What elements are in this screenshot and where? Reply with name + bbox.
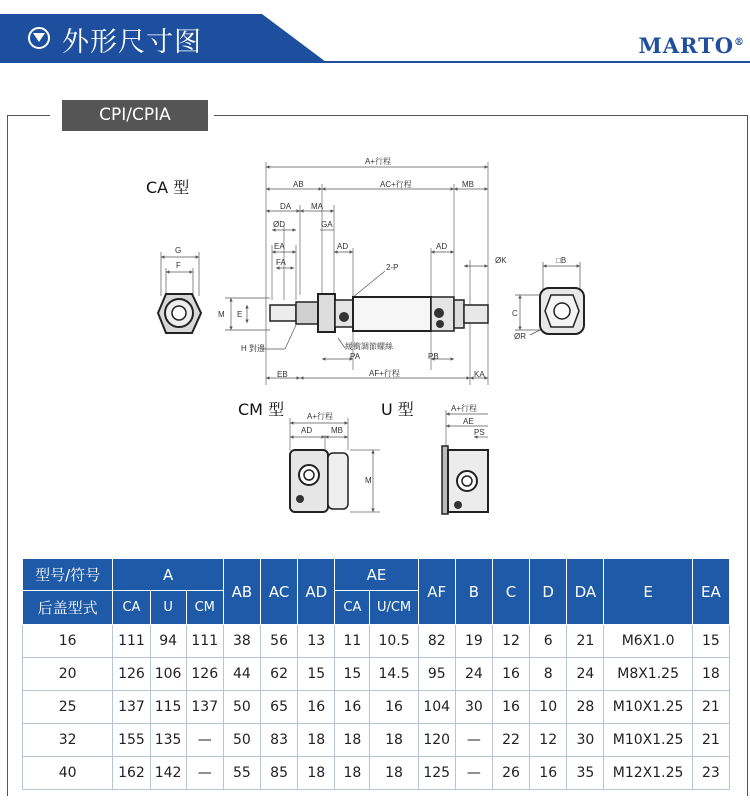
dim-cm-ad: AD [301, 426, 313, 435]
table-cell: 32 [23, 724, 113, 757]
table-cell: 50 [223, 724, 260, 757]
table-cell: 21 [692, 724, 729, 757]
dim-pb: PB [428, 352, 439, 361]
table-cell: 18 [335, 724, 370, 757]
table-cell: 15 [298, 658, 335, 691]
table-cell: 12 [492, 625, 529, 658]
header-d: D [530, 559, 567, 625]
table-cell: 135 [150, 724, 186, 757]
dim-cm-m: M [365, 476, 372, 485]
table-cell: 12 [530, 724, 567, 757]
header-a-ca: CA [113, 591, 150, 625]
table-cell: 120 [418, 724, 455, 757]
table-cell: 94 [150, 625, 186, 658]
table-cell: 126 [186, 658, 223, 691]
table-cell: 55 [223, 757, 260, 790]
table-cell: 14.5 [370, 658, 418, 691]
header-e: E [604, 559, 692, 625]
header-ae-ucm: U/CM [370, 591, 418, 625]
table-cell: 16 [530, 757, 567, 790]
table-cell: — [455, 724, 492, 757]
header-ad: AD [298, 559, 335, 625]
table-cell: 162 [113, 757, 150, 790]
table-cell: 18 [370, 757, 418, 790]
table-cell: 16 [23, 625, 113, 658]
dim-pa: PA [350, 352, 361, 361]
dim-ad-left: AD [337, 242, 349, 251]
table-cell: 111 [186, 625, 223, 658]
dim-da: DA [280, 202, 292, 211]
table-row [23, 625, 730, 658]
dim-mb: MB [462, 180, 474, 189]
ca-cylinder-body [270, 294, 488, 332]
table-cell: 24 [455, 658, 492, 691]
dim-fa: FA [276, 258, 286, 267]
table-cell: M8X1.25 [604, 658, 692, 691]
table-cell: 16 [492, 658, 529, 691]
table-cell: 83 [261, 724, 298, 757]
dim-e: E [237, 310, 243, 319]
table-cell: 38 [223, 625, 260, 658]
dim-f: F [176, 261, 181, 270]
table-cell: 18 [298, 724, 335, 757]
table-cell: 15 [692, 625, 729, 658]
dim-u-a-stroke: A+行程 [451, 404, 478, 413]
table-cell: 137 [113, 691, 150, 724]
table-cell: 137 [186, 691, 223, 724]
header-c: C [492, 559, 529, 625]
table-cell: M6X1.0 [604, 625, 692, 658]
header-ab: AB [223, 559, 260, 625]
table-row [23, 757, 730, 790]
type-label-u: U 型 [381, 400, 414, 419]
header-da: DA [567, 559, 604, 625]
dim-or: ØR [514, 332, 526, 341]
table-cell: 115 [150, 691, 186, 724]
table-cell: 30 [567, 724, 604, 757]
dim-u-ae: AE [463, 417, 474, 426]
table-cell: 85 [261, 757, 298, 790]
brand-logo: MARTO® [638, 33, 745, 58]
table-cell: 44 [223, 658, 260, 691]
table-cell: 24 [567, 658, 604, 691]
dim-ma: MA [311, 202, 323, 211]
header-ae: AE [335, 559, 418, 591]
table-cell: 62 [261, 658, 298, 691]
dim-eb: EB [277, 370, 288, 379]
table-cell: 50 [223, 691, 260, 724]
table-cell: 82 [418, 625, 455, 658]
header-a-cm: CM [186, 591, 223, 625]
table-cell: 16 [370, 691, 418, 724]
table-cell: 18 [370, 724, 418, 757]
dim-2p: 2-P [386, 263, 399, 272]
table-cell: 16 [335, 691, 370, 724]
spec-table [22, 558, 730, 790]
dim-cm-mb: MB [331, 426, 343, 435]
table-cell: 65 [261, 691, 298, 724]
table-cell: 10 [530, 691, 567, 724]
type-label-ca: CA 型 [146, 178, 190, 197]
dim-ea: EA [274, 242, 285, 251]
dim-m: M [218, 310, 225, 319]
table-cell: 111 [113, 625, 150, 658]
dim-ad-right: AD [436, 242, 448, 251]
page-title: 外形尺寸图 [62, 27, 202, 58]
dim-ga: GA [321, 220, 333, 229]
dim-cushion: 緩衝調節螺絲 [345, 342, 393, 351]
dim-u-ps: PS [474, 428, 485, 437]
table-cell: 22 [492, 724, 529, 757]
table-cell: 10.5 [370, 625, 418, 658]
table-cell: M12X1.25 [604, 757, 692, 790]
table-cell: — [455, 757, 492, 790]
table-cell: 15 [335, 658, 370, 691]
table-cell: 95 [418, 658, 455, 691]
dim-cm-a-stroke: A+行程 [307, 412, 334, 421]
table-cell: 104 [418, 691, 455, 724]
table-cell: 21 [567, 625, 604, 658]
table-cell: 155 [113, 724, 150, 757]
table-cell: 16 [492, 691, 529, 724]
table-row [23, 691, 730, 724]
table-cell: 6 [530, 625, 567, 658]
table-cell: 40 [23, 757, 113, 790]
table-cell: 30 [455, 691, 492, 724]
header-ae-ca: CA [335, 591, 370, 625]
table-cell: 125 [418, 757, 455, 790]
ca-end-view [515, 262, 584, 335]
type-label-cm: CM 型 [238, 400, 285, 419]
table-cell: 23 [692, 757, 729, 790]
table-cell: 21 [692, 691, 729, 724]
table-cell: 126 [113, 658, 150, 691]
table-cell: 142 [150, 757, 186, 790]
table-cell: 18 [692, 658, 729, 691]
table-cell: M10X1.25 [604, 691, 692, 724]
dim-a-stroke: A+行程 [365, 157, 392, 166]
dim-ab: AB [293, 180, 304, 189]
dim-od: ØD [273, 220, 285, 229]
table-cell: — [186, 724, 223, 757]
table-row [23, 724, 730, 757]
dim-c: C [512, 309, 518, 318]
table-cell: 106 [150, 658, 186, 691]
table-cell: 13 [298, 625, 335, 658]
dim-g: G [175, 246, 182, 255]
header-ea: EA [692, 559, 729, 625]
table-cell: 18 [298, 757, 335, 790]
table-cell: 8 [530, 658, 567, 691]
table-cell: 35 [567, 757, 604, 790]
section-title: CPI/CPIA [62, 100, 208, 131]
dim-ac-stroke: AC+行程 [380, 180, 412, 189]
header-model: 型号/符号 [23, 559, 113, 591]
table-cell: 28 [567, 691, 604, 724]
table-cell: 56 [261, 625, 298, 658]
table-cell: 16 [298, 691, 335, 724]
table-cell: 25 [23, 691, 113, 724]
table-cell: 11 [335, 625, 370, 658]
dim-ka: KA [474, 370, 485, 379]
table-cell: 20 [23, 658, 113, 691]
header-ac: AC [261, 559, 298, 625]
dim-af-stroke: AF+行程 [369, 369, 400, 378]
dim-ok: ØK [495, 256, 507, 265]
table-cell: M10X1.25 [604, 724, 692, 757]
dim-sq-b: □B [556, 256, 567, 265]
table-row [23, 658, 730, 691]
table-cell: 26 [492, 757, 529, 790]
table-cell: 19 [455, 625, 492, 658]
header-cap-type: 后盖型式 [23, 591, 113, 625]
header-a-u: U [150, 591, 186, 625]
dim-h: H 對邊 [241, 344, 265, 353]
table-cell: — [186, 757, 223, 790]
header-af: AF [418, 559, 455, 625]
table-cell: 18 [335, 757, 370, 790]
header-a: A [113, 559, 223, 591]
header-b: B [455, 559, 492, 625]
